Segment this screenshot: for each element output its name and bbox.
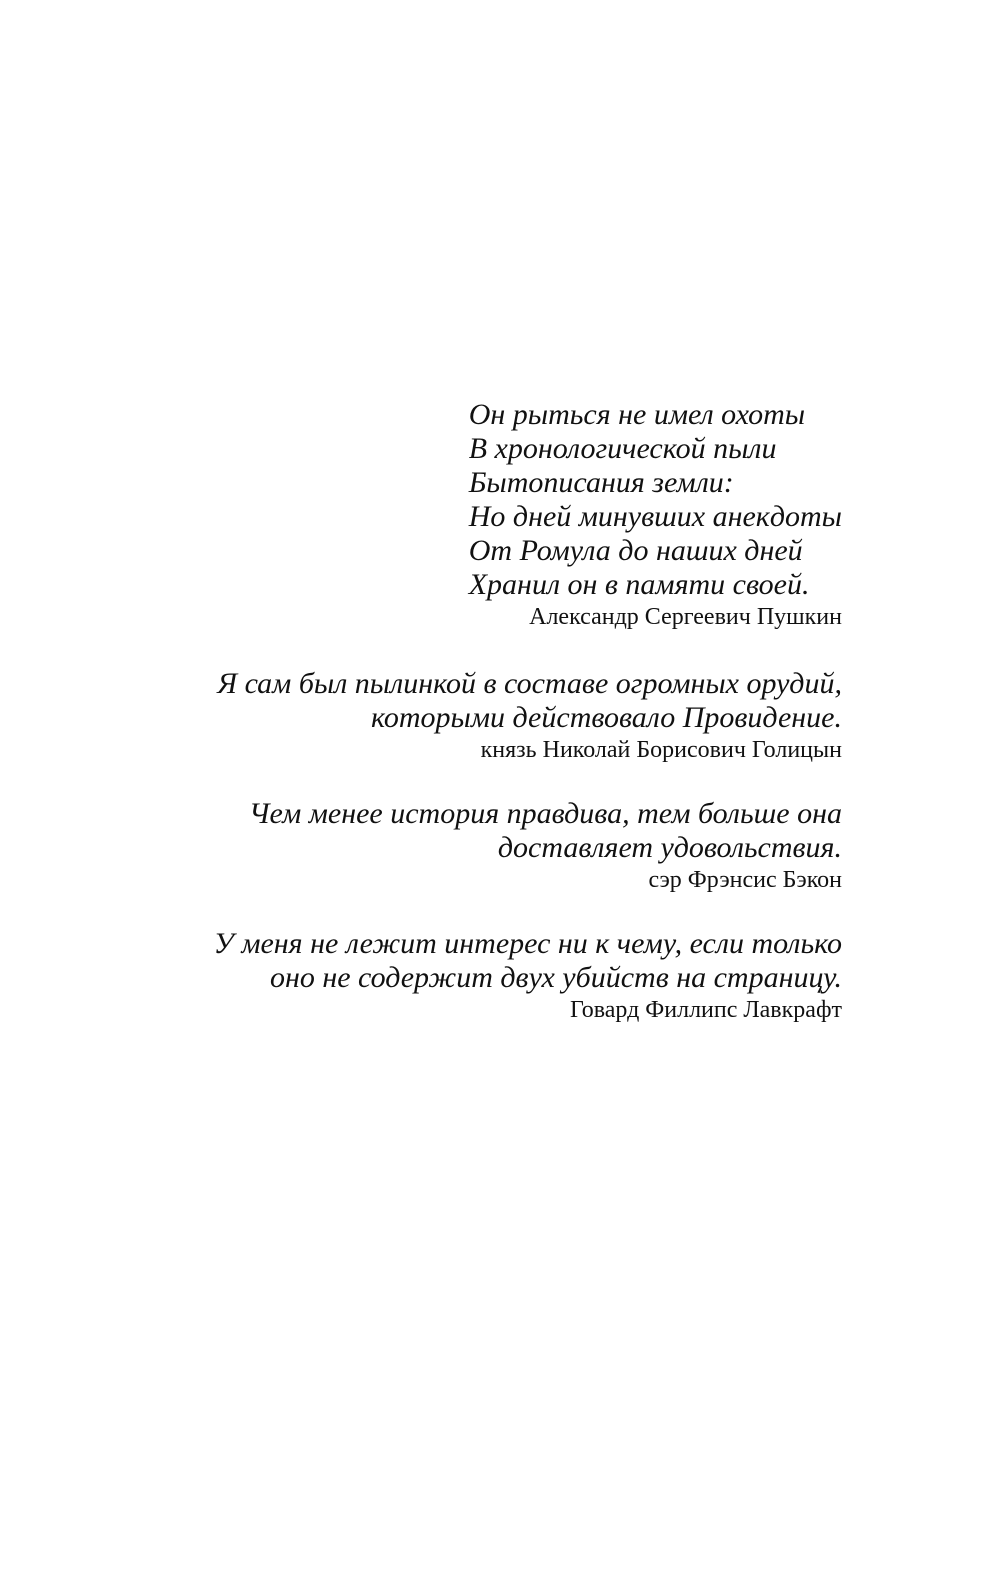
poem-stanza xyxy=(469,398,842,602)
epigraph-bacon xyxy=(249,797,842,893)
quote-line: которыми действовало Провидение. xyxy=(371,701,842,734)
epigraph-author: Александр Сергеевич Пушкин xyxy=(529,604,842,630)
quote-line: Чем менее история правдива, тем больше она xyxy=(248,797,842,830)
poem-line: Хранил он в памяти своей. xyxy=(468,568,810,601)
poem-line: От Ромула до наших дней xyxy=(468,534,803,567)
poem-line: Но дней минувших анекдоты xyxy=(468,500,842,533)
quote-line: Я сам был пылинкой в составе огромных орудий, xyxy=(217,667,842,700)
epigraph-author: князь Николай Борисович Голицын xyxy=(480,737,842,763)
quote-line: У меня не лежит интерес ни к чему, если только xyxy=(213,927,842,960)
epigraph-author: Говард Филлипс Лавкрафт xyxy=(569,997,842,1023)
poem-line: Он рыться не имел охоты xyxy=(468,398,806,431)
epigraph-golitsyn xyxy=(217,667,842,763)
epigraph-pushkin xyxy=(469,398,842,630)
epigraph-lovecraft xyxy=(214,927,842,1023)
poem-line: В хронологической пыли xyxy=(468,432,777,465)
poem-line: Бытописания земли: xyxy=(468,466,734,499)
quote-line: оно не содержит двух убийств на страницу. xyxy=(269,961,842,994)
quote-line: доставляет удовольствия. xyxy=(497,831,842,864)
epigraph-author: сэр Фрэнсис Бэкон xyxy=(648,867,842,893)
